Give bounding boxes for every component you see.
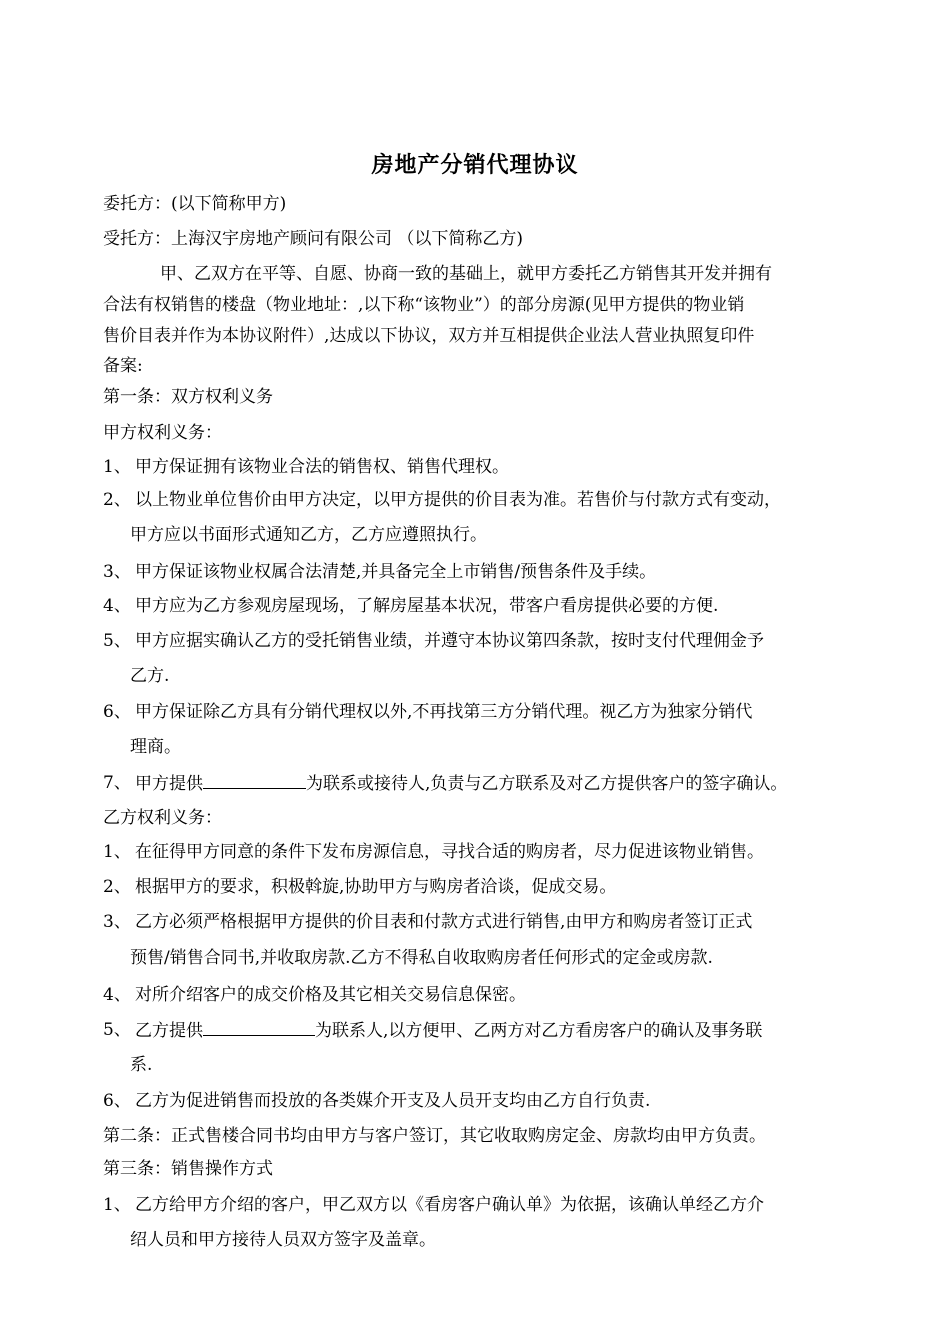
list-item-continuation: 绍人员和甲方接待人员双方签字及盖章。 <box>130 1230 436 1250</box>
preamble-line: 甲、乙双方在平等、自愿、协商一致的基础上，就甲方委托乙方销售其开发并拥有 <box>160 264 772 284</box>
list-number: 6、 <box>103 702 131 722</box>
list-number: 1、 <box>103 457 131 477</box>
list-number: 5、 <box>103 1020 131 1040</box>
client-party-line: 委托方：(以下简称甲方) <box>103 194 287 214</box>
preamble-line: 备案: <box>103 356 143 376</box>
list-number: 7、 <box>103 773 131 793</box>
item-text-after-blank: 为联系人,以方便甲、乙两方对乙方看房客户的确认及事务联 <box>315 1021 763 1041</box>
list-item-continuation: 乙方. <box>130 666 170 686</box>
article-3-heading: 第三条：销售操作方式 <box>103 1159 273 1179</box>
list-item-continuation: 甲方应以书面形式通知乙方，乙方应遵照执行。 <box>130 525 487 545</box>
list-number: 6、 <box>103 1091 131 1111</box>
party-b-heading: 乙方权利义务： <box>103 808 222 828</box>
list-item-text: 对所介绍客户的成交价格及其它相关交易信息保密。 <box>135 985 526 1005</box>
item-text-before-blank: 乙方提供 <box>135 1021 203 1041</box>
list-item-text: 以上物业单位售价由甲方决定，以甲方提供的价目表为准。若售价与付款方式有变动， <box>135 490 781 510</box>
list-number: 5、 <box>103 631 131 651</box>
preamble-line: 合法有权销售的楼盘（物业地址：,以下称“该物业”）的部分房源(见甲方提供的物业销 <box>103 295 745 315</box>
list-number: 1、 <box>103 842 131 862</box>
list-item-text <box>135 771 787 796</box>
article-1-heading: 第一条：双方权利义务 <box>103 387 273 407</box>
contact-person-blank[interactable] <box>203 1018 315 1036</box>
list-number: 4、 <box>103 596 131 616</box>
list-item-text: 在征得甲方同意的条件下发布房源信息，寻找合适的购房者，尽力促进该物业销售。 <box>135 842 764 862</box>
list-item-text: 甲方应为乙方参观房屋现场，了解房屋基本状况，带客户看房提供必要的方便. <box>135 596 719 616</box>
list-number: 3、 <box>103 912 131 932</box>
article-2-text: 第二条：正式售楼合同书均由甲方与客户签订，其它收取购房定金、房款均由甲方负责。 <box>103 1126 766 1146</box>
list-number: 2、 <box>103 490 131 510</box>
list-number: 4、 <box>103 985 131 1005</box>
item-text-before-blank: 甲方提供 <box>135 774 203 794</box>
list-item-text: 甲方保证拥有该物业合法的销售权、销售代理权。 <box>135 457 509 477</box>
list-item-text: 甲方应据实确认乙方的受托销售业绩，并遵守本协议第四条款，按时支付代理佣金予 <box>135 631 764 651</box>
list-item-text: 根据甲方的要求，积极斡旋,协助甲方与购房者洽谈，促成交易。 <box>135 877 617 897</box>
list-number: 2、 <box>103 877 131 897</box>
document-title: 房地产分销代理协议 <box>371 152 579 178</box>
list-item-continuation: 预售/销售合同书,并收取房款.乙方不得私自收取购房者任何形式的定金或房款. <box>130 948 713 968</box>
list-item-text: 甲方保证除乙方具有分销代理权以外,不再找第三方分销代理。视乙方为独家分销代 <box>135 702 753 722</box>
list-item-text <box>135 1018 762 1043</box>
list-item-continuation: 系. <box>130 1055 153 1075</box>
list-number: 3、 <box>103 562 131 582</box>
list-item-text: 乙方为促进销售而投放的各类媒介开支及人员开支均由乙方自行负责. <box>135 1091 651 1111</box>
list-item-text: 乙方给甲方介绍的客户，甲乙双方以《看房客户确认单》为依据，该确认单经乙方介 <box>135 1195 764 1215</box>
list-item-continuation: 理商。 <box>130 737 181 757</box>
list-item-text: 甲方保证该物业权属合法清楚,并具备完全上市销售/预售条件及手续。 <box>135 562 657 582</box>
item-text-after-blank: 为联系或接待人,负责与乙方联系及对乙方提供客户的签字确认。 <box>306 774 788 794</box>
list-number: 1、 <box>103 1195 131 1215</box>
agent-party-line: 受托方：上海汉宇房地产顾问有限公司 （以下简称乙方) <box>103 229 524 249</box>
preamble-line: 售价目表并作为本协议附件）,达成以下协议，双方并互相提供企业法人营业执照复印件 <box>103 326 755 346</box>
list-item-text: 乙方必须严格根据甲方提供的价目表和付款方式进行销售,由甲方和购房者签订正式 <box>135 912 753 932</box>
contact-person-blank[interactable] <box>203 771 306 789</box>
party-a-heading: 甲方权利义务： <box>103 423 222 443</box>
